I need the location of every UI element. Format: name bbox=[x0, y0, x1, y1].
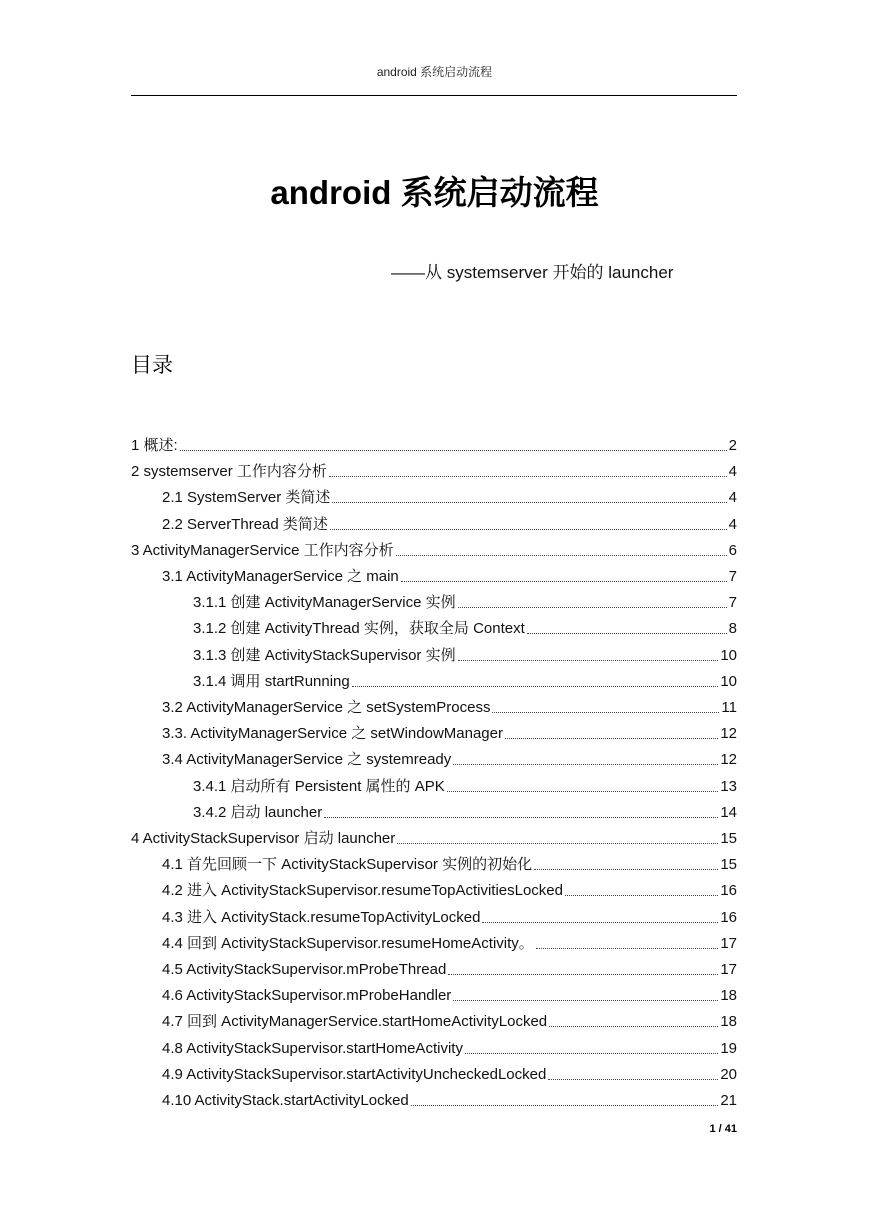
toc-dot-leader bbox=[324, 817, 718, 818]
toc-entry-page: 17 bbox=[720, 961, 737, 978]
toc-dot-leader bbox=[396, 555, 727, 556]
toc-entry-page: 21 bbox=[720, 1092, 737, 1109]
toc-entry-label: 2.1 SystemServer 类简述 bbox=[162, 489, 331, 507]
toc-entry-label: 2.2 ServerThread 类简述 bbox=[162, 515, 328, 533]
toc-entry-label: 1 概述: bbox=[131, 437, 178, 454]
toc-entry-label: 3.4.1 启动所有 Persistent 属性的 APK bbox=[193, 777, 445, 795]
toc-dot-leader bbox=[332, 502, 726, 503]
toc-entry-label: 3.1.1 创建 ActivityManagerService 实例 bbox=[193, 594, 456, 612]
toc-entry[interactable] bbox=[131, 459, 737, 481]
toc-dot-leader bbox=[458, 607, 727, 608]
toc-dot-leader bbox=[482, 922, 718, 923]
toc-entry-label: 4 ActivityStackSupervisor 启动 launcher bbox=[131, 830, 396, 847]
toc-entry-page: 12 bbox=[720, 751, 737, 769]
toc-entry-label: 4.4 回到 ActivityStackSupervisor.resumeHomeActivity。 bbox=[162, 934, 534, 952]
document-title: android 系统启动流程 bbox=[270, 174, 599, 211]
toc-entry-page: 8 bbox=[728, 620, 737, 638]
toc-entry-page: 16 bbox=[720, 908, 737, 926]
toc-entry[interactable] bbox=[162, 983, 737, 1005]
toc-entry-page: 19 bbox=[720, 1039, 737, 1057]
toc-entry[interactable] bbox=[131, 433, 737, 455]
toc-entry[interactable] bbox=[162, 1062, 737, 1084]
running-header: android 系统启动流程 bbox=[376, 65, 493, 79]
toc-dot-leader bbox=[505, 738, 718, 739]
toc-entry-label: 3.1 ActivityManagerService 之 main bbox=[162, 568, 399, 585]
toc-dot-leader bbox=[453, 764, 718, 765]
toc-entry-page: 15 bbox=[720, 856, 737, 874]
toc-entry-label: 3.2 ActivityManagerService 之 setSystemProcess bbox=[162, 699, 491, 716]
toc-entry-label: 4.8 ActivityStackSupervisor.startHomeActivity bbox=[162, 1039, 463, 1057]
toc-dot-leader bbox=[534, 869, 718, 870]
toc-entry[interactable] bbox=[162, 905, 737, 927]
toc-dot-leader bbox=[548, 1079, 718, 1080]
toc-entry-label: 3.1.2 创建 ActivityThread 实例，获取全局 Context bbox=[193, 620, 525, 638]
toc-entry[interactable] bbox=[162, 957, 737, 979]
toc-entry-label: 3.4 ActivityManagerService 之 systemready bbox=[162, 751, 452, 769]
toc-entry[interactable] bbox=[162, 1009, 737, 1031]
toc-entry-label: 4.2 进入 ActivityStackSupervisor.resumeTopActivitiesLocked bbox=[162, 882, 563, 900]
toc-entry[interactable] bbox=[131, 538, 737, 560]
toc-dot-leader bbox=[329, 476, 727, 477]
toc-entry-page: 15 bbox=[720, 830, 737, 847]
toc-entry[interactable] bbox=[193, 590, 737, 612]
page-number: 1 / 41 bbox=[709, 1123, 737, 1135]
toc-entry-page: 4 bbox=[728, 515, 737, 533]
toc-entry[interactable] bbox=[162, 878, 737, 900]
toc-dot-leader bbox=[401, 581, 727, 582]
toc-dot-leader bbox=[565, 895, 718, 896]
toc-entry-page: 10 bbox=[720, 672, 737, 690]
toc-entry-page: 12 bbox=[720, 725, 737, 743]
toc-dot-leader bbox=[448, 974, 718, 975]
toc-dot-leader bbox=[458, 660, 719, 661]
toc-entry-label: 3.3. ActivityManagerService 之 setWindowManager bbox=[162, 725, 503, 743]
document-subtitle: ——从 systemserver 开始的 launcher bbox=[391, 263, 674, 282]
toc-entry-label: 3 ActivityManagerService 工作内容分析 bbox=[131, 541, 394, 559]
toc-entry[interactable] bbox=[162, 852, 737, 874]
toc-entry[interactable] bbox=[162, 1088, 737, 1110]
toc-entry[interactable] bbox=[193, 616, 737, 638]
toc-entry-page: 7 bbox=[728, 594, 737, 612]
toc-entry-page: 14 bbox=[720, 803, 737, 821]
toc-dot-leader bbox=[536, 948, 719, 949]
toc-entry-page: 11 bbox=[721, 699, 737, 716]
toc-entry[interactable] bbox=[162, 564, 737, 586]
toc-entry-label: 3.1.3 创建 ActivityStackSupervisor 实例 bbox=[193, 646, 456, 664]
toc-entry[interactable] bbox=[162, 747, 737, 769]
toc-dot-leader bbox=[330, 529, 727, 530]
header-divider bbox=[131, 95, 737, 96]
toc-dot-leader bbox=[397, 843, 718, 844]
toc-entry[interactable] bbox=[162, 1036, 737, 1058]
toc-entry[interactable] bbox=[162, 512, 737, 534]
toc-entry-page: 16 bbox=[720, 882, 737, 900]
toc-dot-leader bbox=[492, 712, 719, 713]
toc-entry-label: 4.5 ActivityStackSupervisor.mProbeThread bbox=[162, 961, 447, 978]
toc-dot-leader bbox=[527, 633, 727, 634]
toc-entry[interactable] bbox=[131, 826, 737, 848]
toc-entry-label: 4.1 首先回顾一下 ActivityStackSupervisor 实例的初始化 bbox=[162, 856, 533, 874]
toc-entry-label: 4.3 进入 ActivityStack.resumeTopActivityLocked bbox=[162, 908, 481, 926]
toc-entry[interactable] bbox=[193, 800, 737, 822]
toc-entry-page: 2 bbox=[728, 437, 737, 454]
toc-entry-label: 2 systemserver 工作内容分析 bbox=[131, 463, 327, 481]
toc-entry[interactable] bbox=[162, 721, 737, 743]
toc-entry-page: 4 bbox=[728, 463, 737, 481]
toc-entry[interactable] bbox=[162, 485, 737, 507]
toc-entry-page: 20 bbox=[720, 1065, 737, 1083]
toc-entry-label: 4.6 ActivityStackSupervisor.mProbeHandler bbox=[162, 987, 452, 1005]
toc-entry-label: 4.9 ActivityStackSupervisor.startActivityUncheckedLocked bbox=[162, 1065, 547, 1083]
toc-dot-leader bbox=[549, 1026, 718, 1027]
toc-entry-label: 4.7 回到 ActivityManagerService.startHomeActivityLocked bbox=[162, 1013, 548, 1031]
toc-entry[interactable] bbox=[193, 643, 737, 665]
toc-dot-leader bbox=[465, 1053, 718, 1054]
toc-entry-page: 10 bbox=[720, 646, 737, 664]
toc-entry[interactable] bbox=[193, 669, 737, 691]
toc-dot-leader bbox=[453, 1000, 718, 1001]
toc-entry-page: 13 bbox=[720, 777, 737, 795]
toc-entry-page: 17 bbox=[720, 934, 737, 952]
toc-entry-page: 7 bbox=[728, 568, 737, 585]
toc-entry-page: 18 bbox=[720, 1013, 737, 1031]
toc-entry-label: 4.10 ActivityStack.startActivityLocked bbox=[162, 1092, 409, 1109]
toc-entry[interactable] bbox=[162, 695, 737, 717]
toc-entry[interactable] bbox=[193, 774, 737, 796]
toc-entry-page: 4 bbox=[728, 489, 737, 507]
toc-heading: 目录 bbox=[131, 354, 173, 377]
toc-entry-page: 18 bbox=[720, 987, 737, 1005]
toc-entry-page: 6 bbox=[728, 541, 737, 559]
toc-dot-leader bbox=[411, 1105, 719, 1106]
toc-dot-leader bbox=[447, 791, 719, 792]
toc-entry-label: 3.4.2 启动 launcher bbox=[193, 803, 323, 821]
toc-dot-leader bbox=[352, 686, 719, 687]
toc-dot-leader bbox=[180, 450, 727, 451]
toc-entry-label: 3.1.4 调用 startRunning bbox=[193, 672, 350, 690]
toc-entry[interactable] bbox=[162, 931, 737, 953]
